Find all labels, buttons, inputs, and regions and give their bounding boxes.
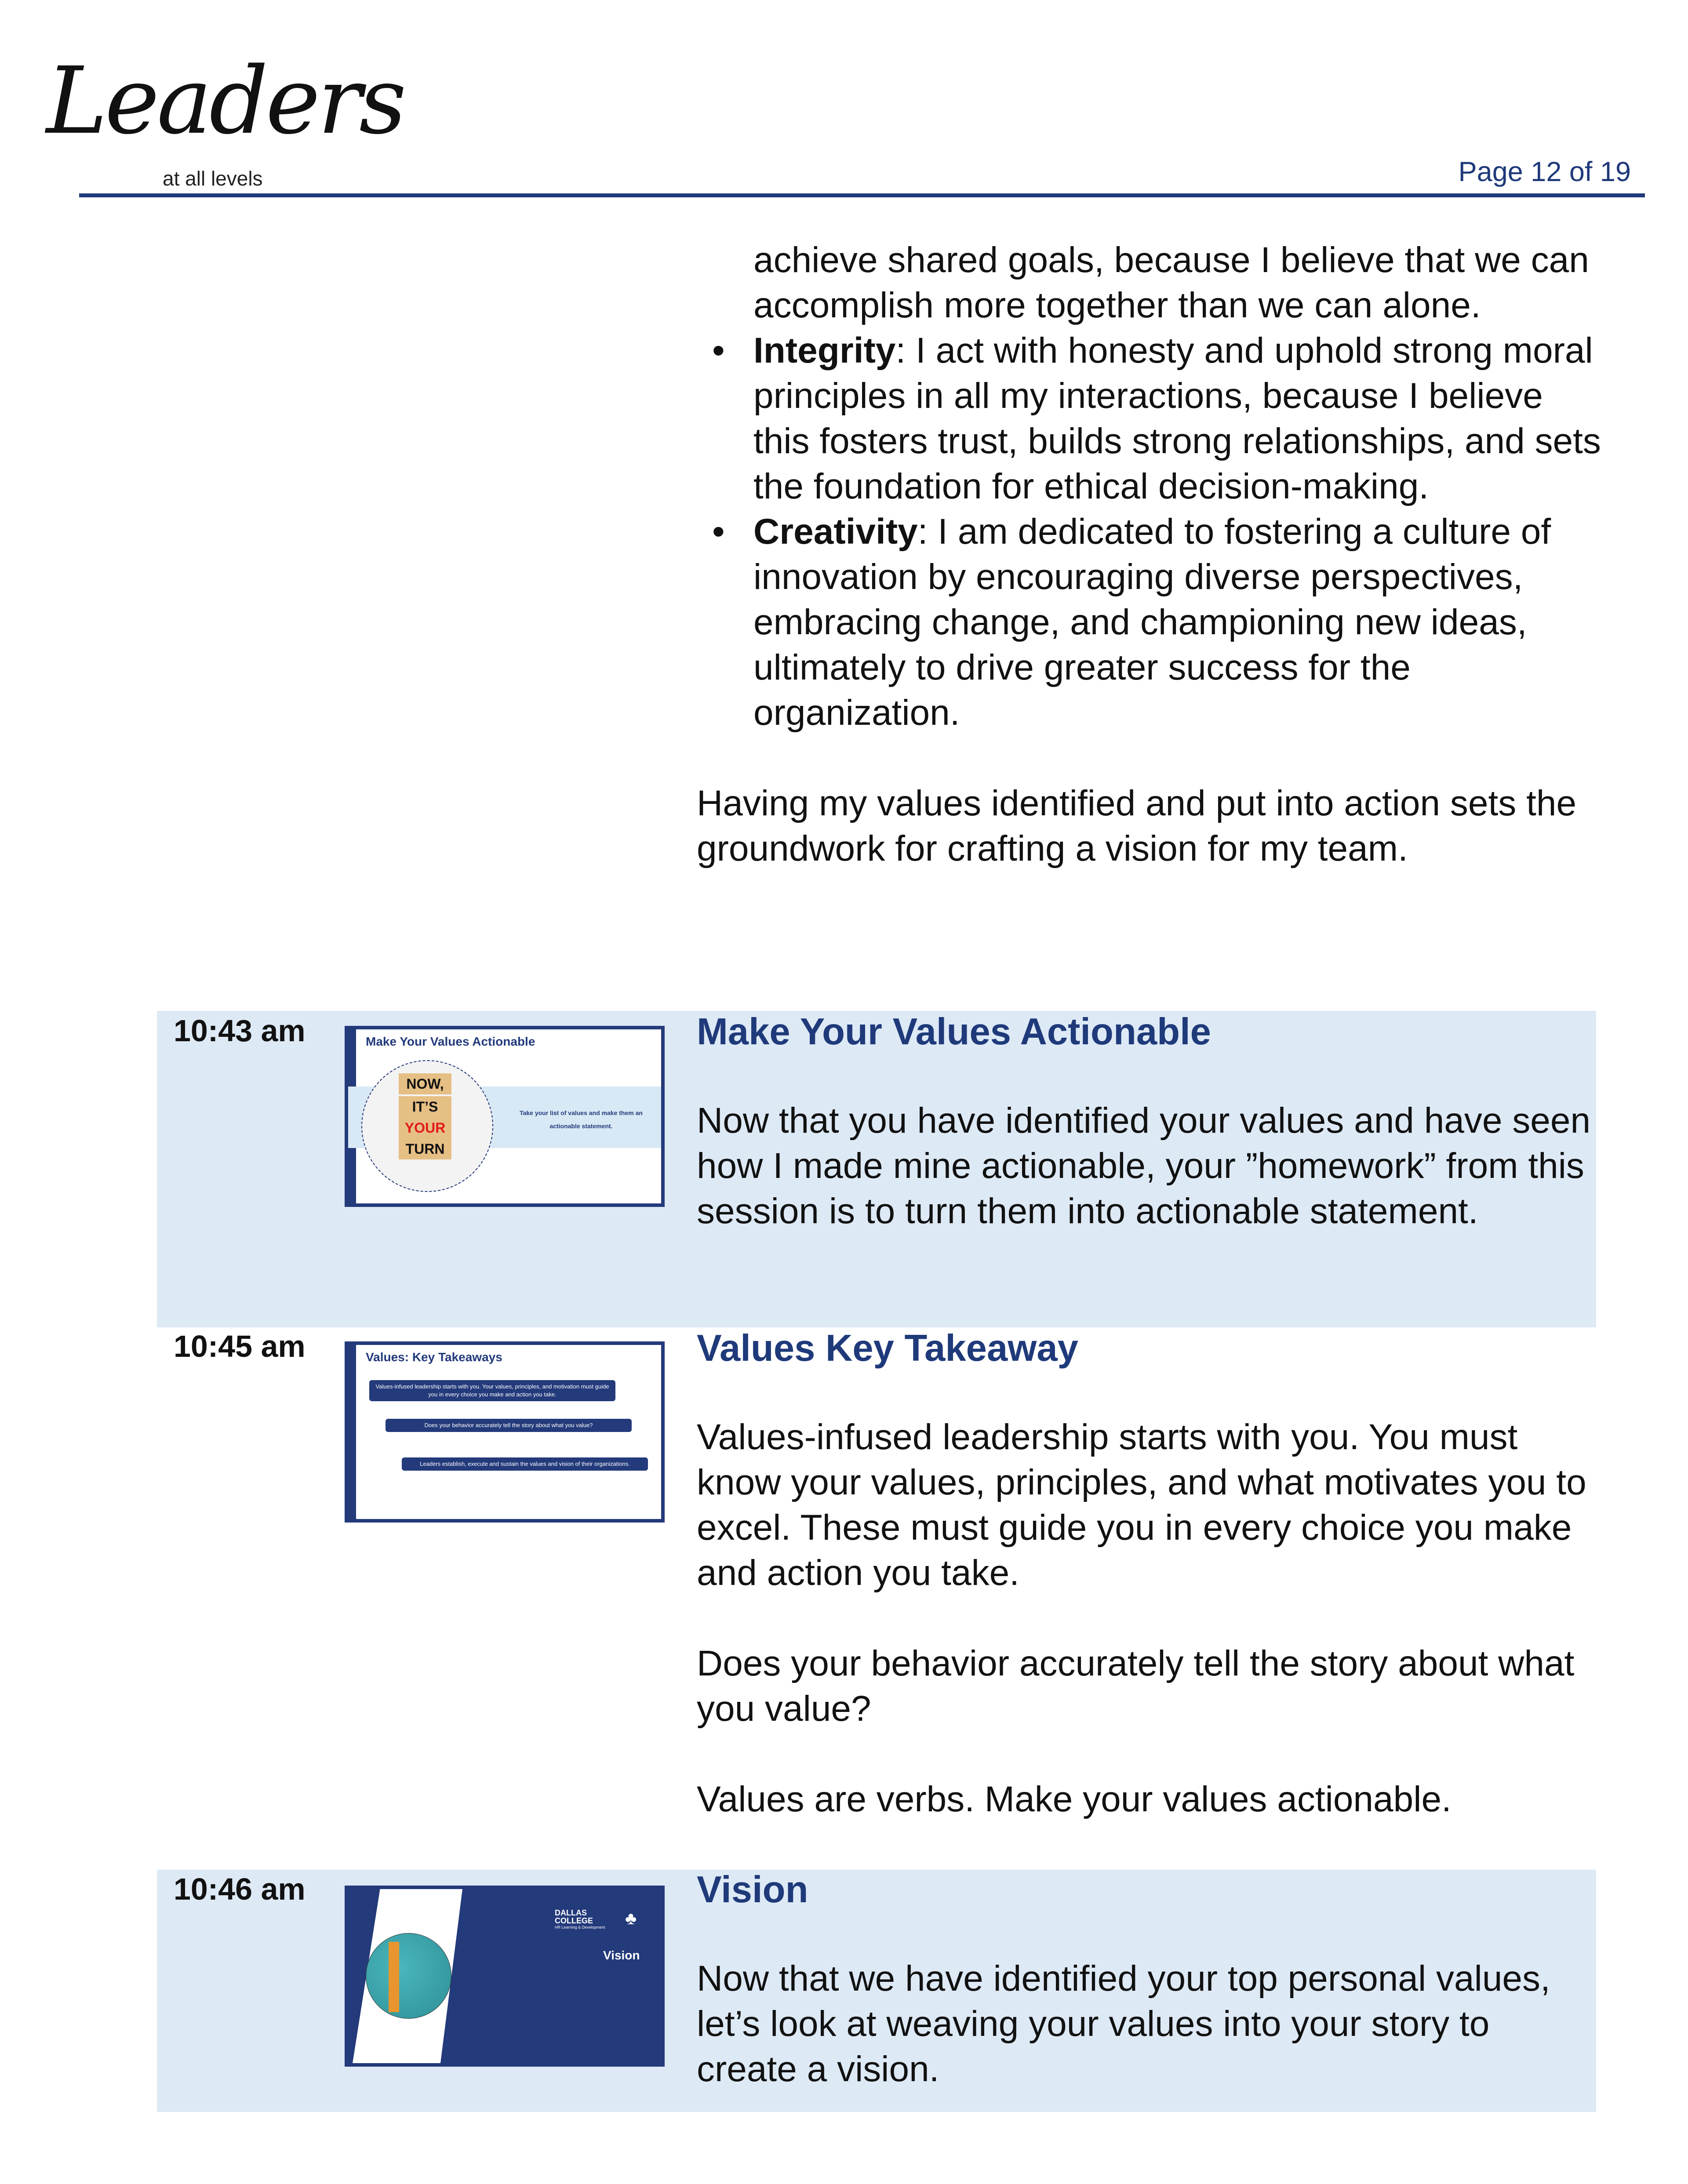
- block-text: IT’S: [399, 1096, 451, 1117]
- slide-thumbnail: [345, 1026, 665, 1207]
- section-paragraph: Now that you have identified your values and have seen how I made mine actionable, your ”homework” from this session is to turn them into actionable statement.: [697, 1101, 1591, 1231]
- section-paragraph: Values are verbs. Make your values actionable.: [697, 1779, 1452, 1819]
- takeaway-box: Values-infused leadership starts with you. Your values, principles, and motivation must guide you in every choice you make and action you take.: [369, 1380, 615, 1401]
- values-list: [697, 328, 1602, 735]
- section-text: [697, 1868, 1593, 2092]
- bullet-term: Creativity: [753, 512, 918, 552]
- section-heading: Make Your Values Actionable: [697, 1011, 1211, 1053]
- block-text: NOW,: [399, 1073, 451, 1094]
- page-number: Page 12 of 19: [1458, 156, 1631, 187]
- section-text: [697, 1010, 1593, 1234]
- bullet-text: : I am dedicated to fostering a culture of innovation by encouraging diverse perspectives, embracing change, and championing new ideas, ultimately to drive greater success for the organization.: [753, 512, 1551, 733]
- vision-image: [366, 1933, 451, 2019]
- slide-title: Values: Key Takeaways: [366, 1350, 502, 1364]
- logo-text: Leaders: [46, 47, 404, 155]
- slide-thumbnail: [345, 1886, 665, 2067]
- slide-title: Make Your Values Actionable: [366, 1035, 535, 1048]
- bullet-icon: •: [712, 512, 725, 552]
- bullet-creativity: [697, 509, 1602, 735]
- section-paragraph: Now that we have identified your top personal values, let’s look at weaving your values into your story to create a vision.: [697, 1959, 1550, 2089]
- tree-icon: ♣: [625, 1909, 637, 1928]
- section-heading: Vision: [697, 1869, 808, 1911]
- continued-paragraph: achieve shared goals, because I believe that we can accomplish more together than we can alone.: [753, 240, 1589, 325]
- takeaway-box: Leaders establish, execute and sustain the values and vision of their organizations.: [402, 1457, 648, 1471]
- bullet-text: : I act with honesty and uphold strong moral principles in all my interactions, because I believe this fosters trust, builds strong relationships, and sets the foundation for ethical decision-making.: [753, 331, 1601, 506]
- closing-paragraph: Having my values identified and put into action sets the groundwork for crafting a vision for my team.: [697, 783, 1577, 869]
- section-paragraph: Values-infused leadership starts with you. You must know your values, principles, and what motivates you to excel. These must guide you in every choice you make and action you take.: [697, 1417, 1586, 1593]
- bullet-icon: •: [712, 331, 725, 371]
- header-divider: [79, 193, 1645, 197]
- bullet-term: Integrity: [753, 331, 896, 371]
- logo-subtitle: at all levels: [163, 167, 263, 190]
- section-text: [697, 1326, 1593, 1822]
- takeaway-box: Does your behavior accurately tell the story about what you value?: [386, 1419, 632, 1432]
- slide-title: Vision: [603, 1948, 640, 1962]
- dallas-college-logo: DALLAS COLLEGE HR Learning & Development: [555, 1908, 605, 1930]
- timestamp: 10:43 am: [174, 1014, 306, 1048]
- slide-thumbnail: [345, 1341, 665, 1523]
- timestamp: 10:46 am: [174, 1872, 306, 1906]
- section-paragraph: Does your behavior accurately tell the story about what you value?: [697, 1643, 1575, 1729]
- block-text: YOUR: [399, 1117, 451, 1138]
- timestamp: 10:45 am: [174, 1329, 306, 1363]
- block-text: TURN: [399, 1138, 451, 1159]
- figure-icon: [389, 1942, 399, 2012]
- section-heading: Values Key Takeaway: [697, 1327, 1078, 1369]
- intro-text: [697, 237, 1602, 871]
- bullet-integrity: [697, 328, 1602, 509]
- slide-text: Take your list of values and make them an actionable statement.: [520, 1109, 643, 1130]
- leaders-logo: [46, 46, 404, 198]
